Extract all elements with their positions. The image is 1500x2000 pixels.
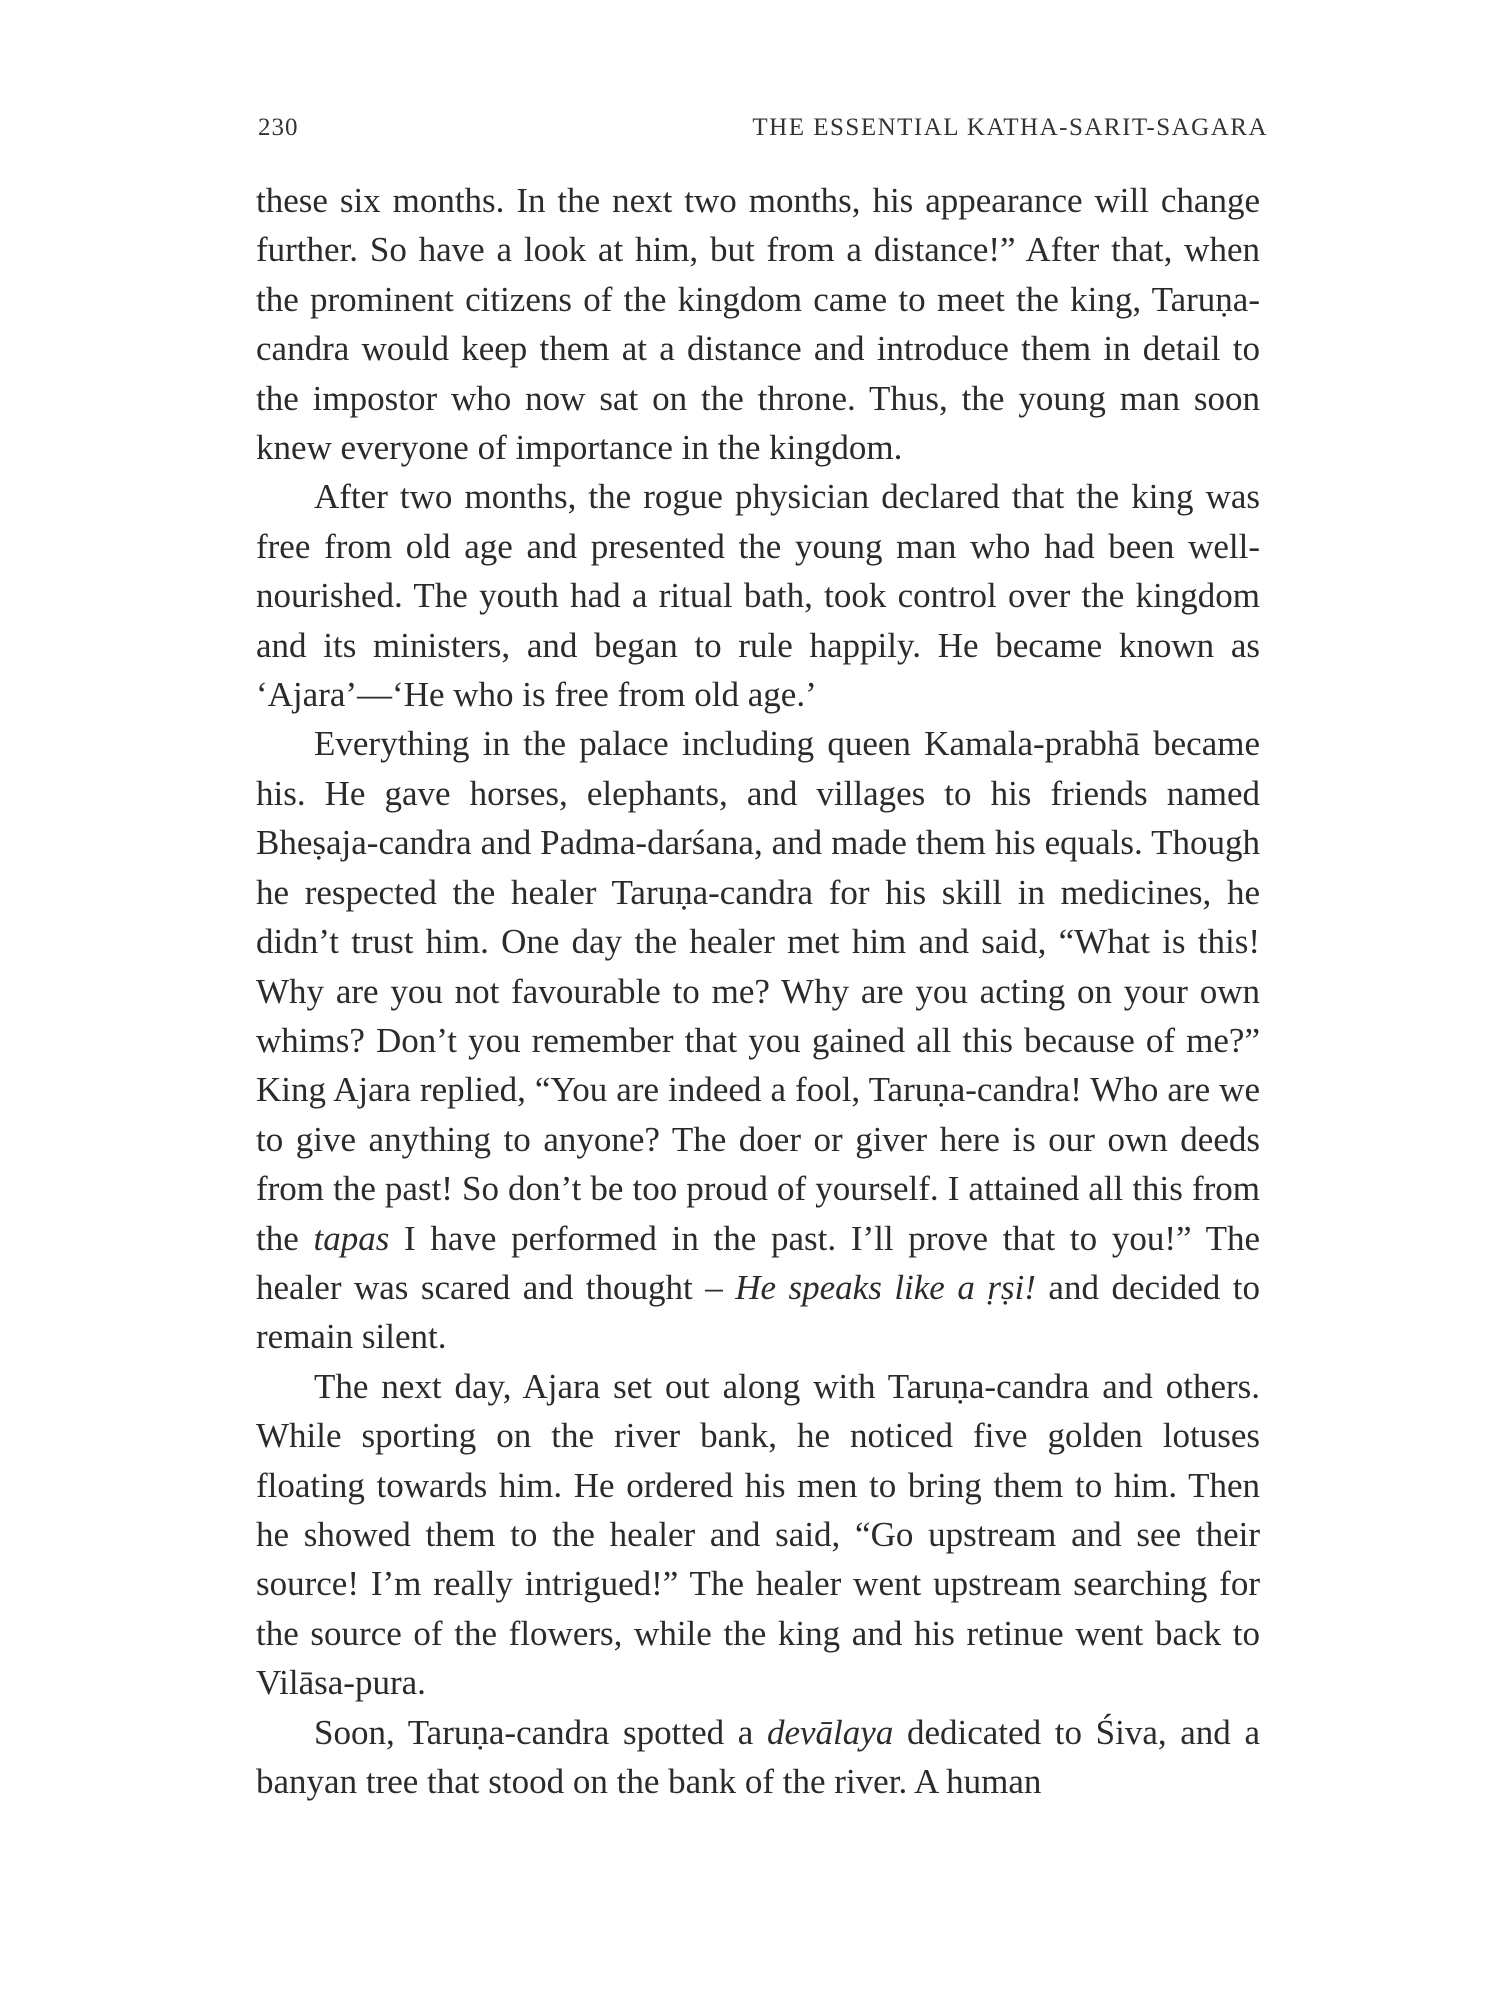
text-run: Everything in the palace including queen Kamala-prabhā became his. He gave horses, elephants, and villages to his friends named Bheṣaja-candra and Padma-darśana, and made them his equals. Though he respected the healer Taruṇa-candra for his skill in medicines, he didn’t trust him. One day the healer met him and said, “What is this! Why are you not favourable to me? Why are you acting on your own whims? Don’t you remember that you gained all this because of me?” King Ajara replied, “You are indeed a fool, Taruṇa-candra! Who are we to give anything to anyone? The doer or giver here is our own deeds from the past! So don’t be too proud of yourself. I attained all this from the bbox=[256, 724, 1260, 1258]
text-run: I have performed in the past. I’ll prove that to you!” The healer was scared and thought – bbox=[256, 1218, 1260, 1307]
book-title: THE ESSENTIAL KATHA-SARIT-SAGARA bbox=[752, 114, 1268, 141]
text-run: these six months. In the next two months, his appearance will change further. So have a look at him, but from a distance!” After that, when the prominent citizens of the kingdom came to meet the king, Taruṇa-candra would keep them at a distance and introduce them in detail to the impostor who now sat on the throne. Thus, the young man soon knew everyone of importance in the kingdom. bbox=[256, 181, 1260, 468]
paragraph bbox=[256, 719, 1260, 1361]
text-run: After two months, the rogue physician declared that the king was free from old age and presented the young man who had been well-nourished. The youth had a ritual bath, took control over the kingdom and its ministers, and began to rule happily. He became known as ‘Ajara’—‘He who is free from old age.’ bbox=[256, 477, 1260, 715]
paragraph bbox=[256, 1708, 1260, 1807]
italic-text: He speaks like a ṛṣi! bbox=[735, 1267, 1036, 1307]
text-run: dedicated to Śiva, and a banyan tree that stood on the bank of the river. A human bbox=[256, 1712, 1261, 1801]
page-number: 230 bbox=[258, 114, 299, 141]
paragraph bbox=[256, 1362, 1260, 1708]
text-run: and decided to remain silent. bbox=[256, 1267, 1260, 1357]
italic-text: devālaya bbox=[766, 1712, 894, 1752]
running-head bbox=[258, 114, 1268, 150]
text-run: Soon, Taruṇa-candra spotted a bbox=[314, 1712, 767, 1752]
italic-text: tapas bbox=[313, 1218, 390, 1258]
text-run: The next day, Ajara set out along with Taruṇa-candra and others. While sporting on the river bank, he noticed five golden lotuses floating towards him. He ordered his men to bring them to him. Then he showed them to the healer and said, “Go upstream and see their source! I’m really intrigued!” The healer went upstream searching for the source of the flowers, while the king and his retinue went back to Vilāsa-pura. bbox=[256, 1366, 1260, 1703]
paragraph bbox=[256, 176, 1260, 472]
paragraph bbox=[256, 472, 1260, 719]
body-text bbox=[256, 176, 1260, 1806]
